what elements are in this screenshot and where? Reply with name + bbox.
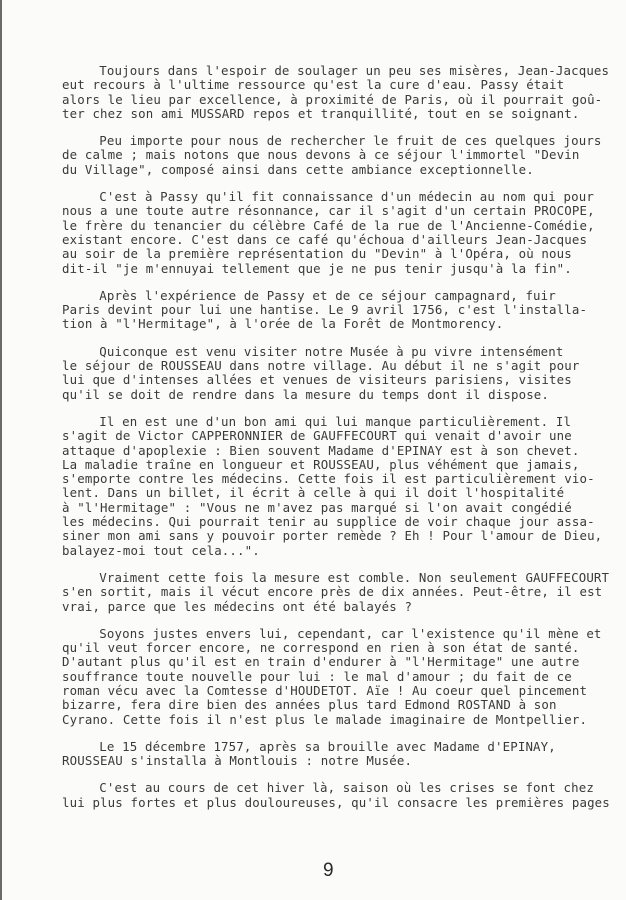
- text-line: de calme ; mais notons que nous devons à ce séjour l'immortel "Devin: [62, 147, 580, 163]
- text-line: Toujours dans l'espoir de soulager un peu ses misères, Jean-Jacques: [99, 63, 610, 78]
- paragraph: [62, 345, 622, 402]
- text-line: les médecins. Qui pourrait tenir au supplice de voir chaque jour assa-: [62, 514, 595, 530]
- text-line: Paris devint pour lui une hantise. Le 9 avril 1756, c'est l'installa-: [62, 302, 588, 318]
- text-line: s'emporte contre les médecins. Cette fois il est particulièrement vio-: [62, 471, 595, 487]
- text-line: s'agit de Victor CAPPERONNIER de GAUFFECOURT qui venait d'avoir une: [62, 428, 572, 444]
- paragraph: [62, 740, 622, 769]
- text-line: eut recours à l'ultime ressource qu'est la cure d'eau. Passy était: [62, 77, 565, 93]
- text-line: à "l'Hermitage" : "Vous ne m'avez pas marqué si l'on avait congédié: [62, 499, 572, 515]
- text-line: au soir de la première représentation du "Devin" à l'Opéra, où nous: [62, 246, 572, 262]
- text-line: lui que d'intenses allées et venues de visiteurs parisiens, visites: [62, 372, 572, 388]
- text-line: ROUSSEAU s'installa à Montlouis : notre Musée.: [62, 753, 413, 769]
- text-line: existant encore. C'est dans ce café qu'échoua d'ailleurs Jean-Jacques: [62, 231, 588, 247]
- text-line: La maladie traîne en longueur et ROUSSEAU, plus véhément que jamais,: [62, 456, 580, 472]
- text-line: du Village", composé ainsi dans cette ambiance exceptionnelle.: [62, 161, 534, 177]
- text-line: C'est au cours de cet hiver là, saison où les crises se font chez: [99, 780, 594, 796]
- text-line: Soyons justes envers lui, cependant, car l'existence qu'il mène et: [99, 625, 602, 641]
- text-line: Quiconque est venu visiter notre Musée à pu vivre intensément: [99, 343, 564, 359]
- text-line: lui plus fortes et plus douloureuses, qu'il consacre les premières pages: [62, 794, 610, 810]
- paragraph: [62, 415, 622, 558]
- text-line: qu'il veut forcer encore, ne correspond en rien à son état de santé.: [62, 640, 580, 656]
- text-line: le frère du tenancier du célèbre Café de la rue de l'Ancienne-Comédie,: [62, 217, 595, 233]
- paragraph: [62, 64, 622, 121]
- text-line: C'est à Passy qu'il fit connaissance d'un médecin au nom qui pour: [99, 189, 594, 205]
- text-line: Il en est une d'un bon ami qui lui manque particulièrement. Il: [99, 413, 572, 429]
- text-line: vrai, parce que les médecins ont été balayés ?: [62, 598, 413, 614]
- text-line: Cyrano. Cette fois il n'est plus le malade imaginaire de Montpellier.: [62, 711, 588, 727]
- text-line: nous a une toute autre résonnance, car il s'agit d'un certain PROCOPE,: [62, 203, 595, 219]
- document-body: [62, 64, 622, 810]
- text-line: alors le lieu par excellence, à proximité de Paris, où il pourrait goû-: [62, 91, 603, 107]
- text-line: Peu importe pour nous de rechercher le fruit de ces quelques jours: [99, 133, 602, 149]
- scan-edge: [0, 0, 2, 900]
- paragraph: [62, 134, 622, 177]
- text-line: attaque d'apoplexie : Bien souvent Madame d'EPINAY est à son chevet.: [62, 442, 580, 458]
- text-line: lent. Dans un billet, il écrit à celle à qui il doit l'hospitalité: [62, 485, 565, 501]
- text-line: roman vécu avec la Comtesse d'HOUDETOT. Aïe ! Au coeur quel pincement: [62, 682, 588, 698]
- text-line: balayez-moi tout cela...".: [62, 542, 260, 558]
- text-line: D'autant plus qu'il est en train d'endurer à "l'Hermitage" une autre: [62, 654, 580, 670]
- text-line: souffrance toute nouvelle pour lui : le mal d'amour ; du fait de ce: [62, 668, 572, 684]
- text-line: le séjour de ROUSSEAU dans notre village. Au début il ne s'agit pour: [62, 358, 580, 374]
- text-line: siner mon ami sans y pouvoir porter remède ? Eh ! Pour l'amour de Dieu,: [62, 528, 603, 544]
- page-number: 9: [323, 860, 334, 881]
- text-line: s'en sortit, mais il vécut encore près de dix années. Peut-être, il est: [62, 584, 603, 600]
- text-line: Après l'expérience de Passy et de ce séjour campagnard, fuir: [99, 287, 556, 303]
- paragraph: [62, 781, 622, 810]
- text-line: Vraiment cette fois la mesure est comble. Non seulement GAUFFECOURT: [99, 569, 610, 585]
- text-line: qu'il se doit de rendre dans la mesure du temps dont il dispose.: [62, 386, 550, 402]
- text-line: ter chez son ami MUSSARD repos et tranquillité, tout en se soignant.: [62, 105, 580, 121]
- text-line: Le 15 décembre 1757, après sa brouille avec Madame d'EPINAY,: [99, 738, 556, 754]
- text-line: bizarre, fera dire bien des années plus tard Edmond ROSTAND à son: [62, 697, 557, 713]
- text-line: dit-il "je m'ennuyai tellement que je ne pus tenir jusqu'à la fin".: [62, 260, 572, 276]
- paragraph: [62, 289, 622, 332]
- text-line: tion à "l'Hermitage", à l'orée de la Forêt de Montmorency.: [62, 316, 504, 332]
- paragraph: [62, 190, 622, 276]
- paragraph: [62, 627, 622, 727]
- paragraph: [62, 571, 622, 614]
